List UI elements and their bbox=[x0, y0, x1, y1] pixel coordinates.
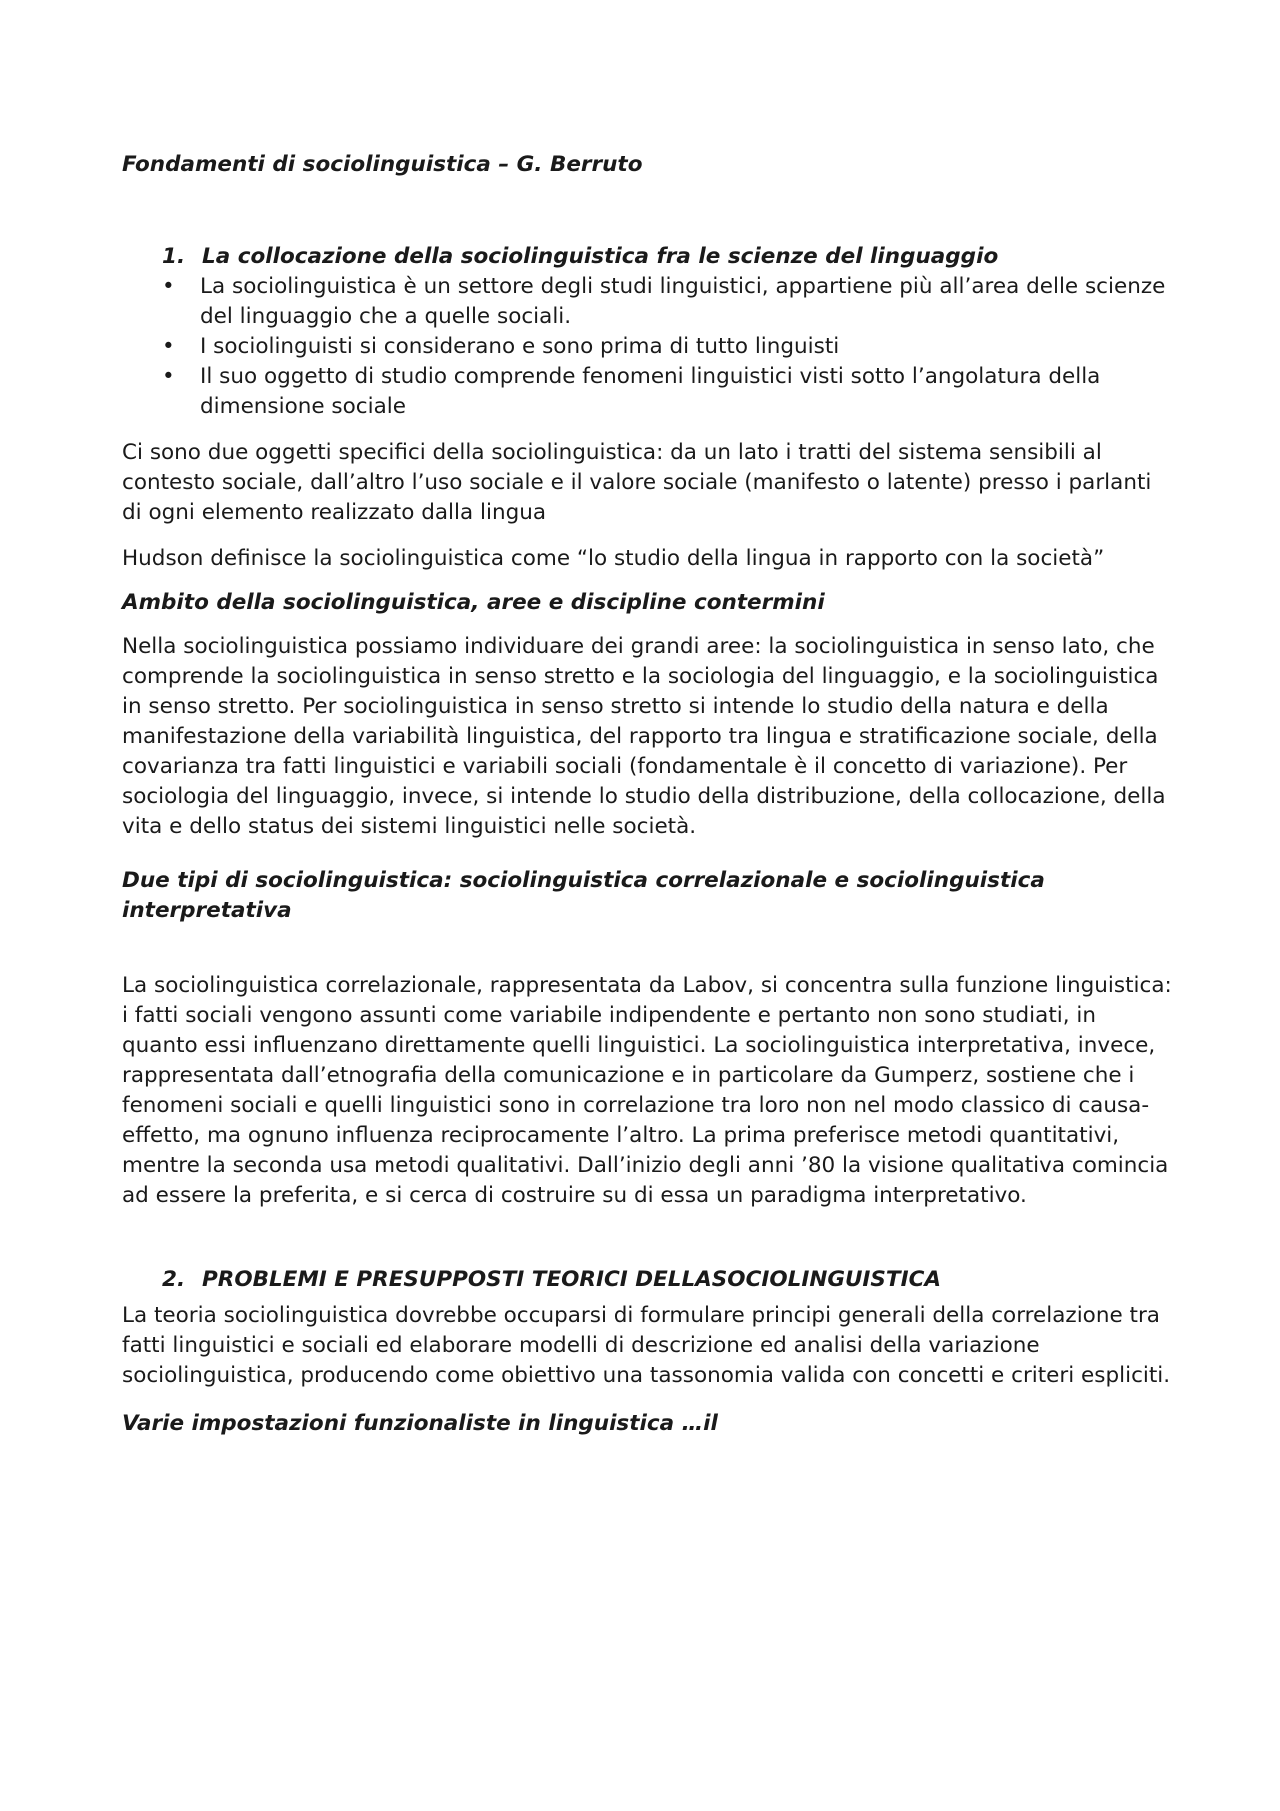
subsection-ambito-paragraph: Nella sociolinguistica possiamo individuare dei grandi aree: la sociolinguistica in senso lato, che comprende la sociolinguistica in senso stretto e la sociologia del linguaggio, e la sociolinguistica in senso stretto. Per sociolinguistica in senso stretto si intende lo studio della natura e della manifestazione della variabilità linguistica, del rapporto tra lingua e stratificazione sociale, della covarianza tra fatti linguistici e variabili sociali (fondamentale è il concetto di variazione). Per sociologia del linguaggio, invece, si intende lo studio della distribuzione, della collocazione, della vita e dello status dei sistemi linguistici nelle società. bbox=[122, 634, 1166, 839]
section-1-paragraph-2: Hudson definisce la sociolinguistica come “lo studio della lingua in rapporto con la società” bbox=[122, 546, 1105, 571]
section-1-heading bbox=[122, 242, 1172, 272]
subsection-due-tipi-paragraph: La sociolinguistica correlazionale, rappresentata da Labov, si concentra sulla funzione linguistica: i fatti sociali vengono assunti come variabile indipendente e pertanto non sono studiati, in quanto essi influenzano direttamente quelli linguistici. La sociolinguistica interpretativa, invece, rappresentata dall’etnografia della comunicazione e in particolare da Gumperz, sostiene che i fenomeni sociali e quelli linguistici sono in correlazione tra loro non nel modo classico di causa-effetto, ma ognuno influenza reciprocamente l’altro. La prima preferisce metodi quantitativi, mentre la seconda usa metodi qualitativi. Dall’inizio degli anni ’80 la visione qualitativa comincia ad essere la preferita, e si cerca di costruire su di essa un paradigma interpretativo. bbox=[122, 973, 1172, 1208]
spacer bbox=[122, 1211, 1172, 1265]
spacer bbox=[122, 926, 1172, 971]
section-1-number: 1. bbox=[162, 244, 186, 269]
section-1-title: La collocazione della sociolinguistica fra le scienze del linguaggio bbox=[202, 244, 999, 269]
spacer bbox=[122, 618, 1172, 632]
section-2-number: 2. bbox=[162, 1267, 186, 1292]
section-1-paragraph-1: Ci sono due oggetti specifici della sociolinguistica: da un lato i tratti del sistema sensibili al contesto sociale, dall’altro l’uso sociale e il valore sociale (manifesto o latente) presso i parlanti di ogni elemento realizzato dalla lingua bbox=[122, 440, 1152, 525]
spacer bbox=[122, 422, 1172, 438]
section-1-bullet-list bbox=[122, 272, 1172, 422]
document-page bbox=[122, 150, 1172, 1439]
list-item bbox=[122, 332, 1172, 362]
bullet-icon: • bbox=[162, 274, 175, 299]
spacer bbox=[122, 574, 1172, 588]
list-item bbox=[122, 272, 1172, 332]
section-2-title: PROBLEMI E PRESUPPOSTI TEORICI DELLASOCIOLINGUISTICA bbox=[202, 1267, 941, 1292]
subsection-impostazioni-heading: Varie impostazioni funzionaliste in linguistica …il bbox=[122, 1411, 718, 1436]
bullet-icon: • bbox=[162, 334, 175, 359]
list-item bbox=[122, 362, 1172, 422]
subsection-ambito-heading: Ambito della sociolinguistica, aree e discipline contermini bbox=[122, 590, 825, 615]
list-item-text: La sociolinguistica è un settore degli studi linguistici, appartiene più all’area delle scienze del linguaggio che a quelle sociali. bbox=[200, 274, 1166, 329]
spacer bbox=[122, 1391, 1172, 1409]
spacer bbox=[122, 842, 1172, 866]
spacer bbox=[122, 180, 1172, 242]
section-2-heading bbox=[122, 1265, 1172, 1295]
list-item-text: I sociolinguisti si considerano e sono prima di tutto linguisti bbox=[200, 334, 840, 359]
subsection-due-tipi-heading: Due tipi di sociolinguistica: sociolinguistica correlazionale e sociolinguistica interpretativa bbox=[122, 868, 1045, 923]
list-item-text: Il suo oggetto di studio comprende fenomeni linguistici visti sotto l’angolatura della dimensione sociale bbox=[200, 364, 1101, 419]
section-2-paragraph: La teoria sociolinguistica dovrebbe occuparsi di formulare principi generali della correlazione tra fatti linguistici e sociali ed elaborare modelli di descrizione ed analisi della variazione sociolinguistica, producendo come obiettivo una tassonomia valida con concetti e criteri espliciti. bbox=[122, 1303, 1171, 1388]
document-title: Fondamenti di sociolinguistica – G. Berruto bbox=[122, 152, 643, 177]
bullet-icon: • bbox=[162, 364, 175, 389]
spacer bbox=[122, 528, 1172, 544]
